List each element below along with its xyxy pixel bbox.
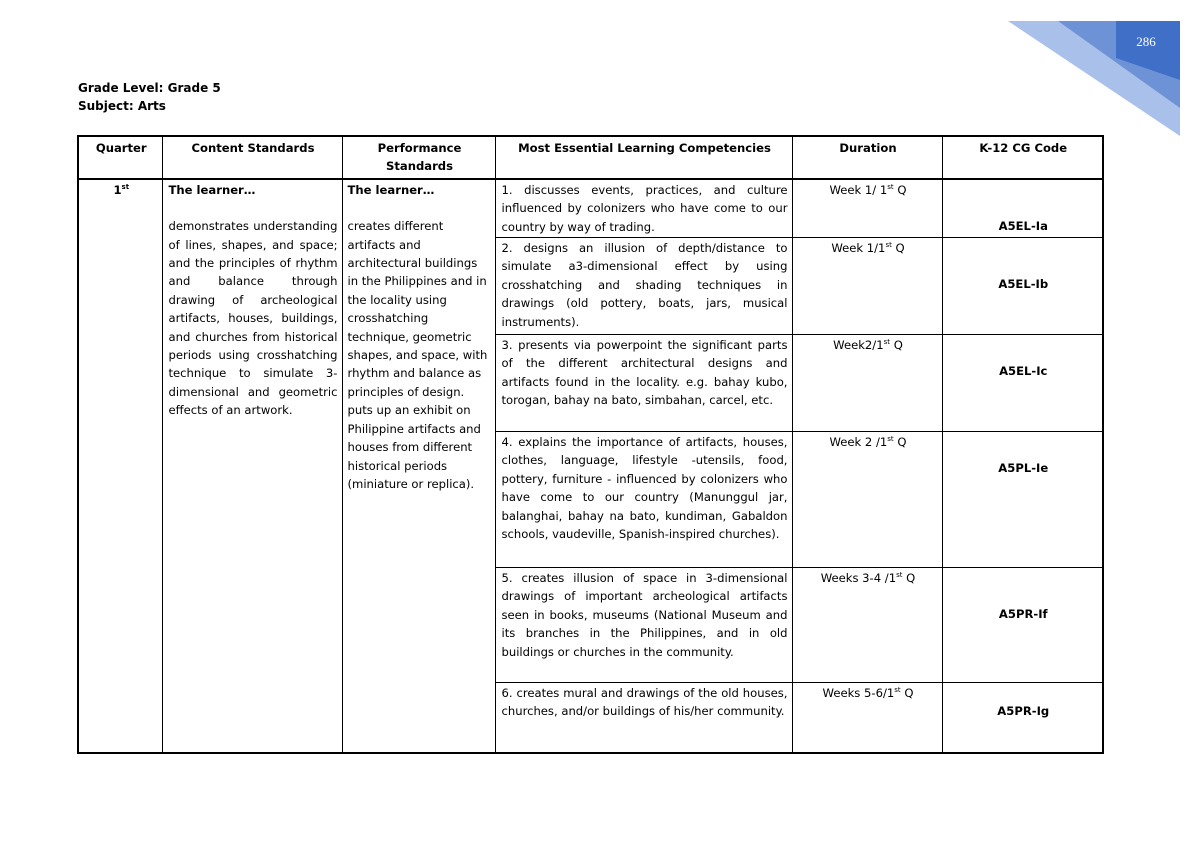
content-standards-lead: The learner… bbox=[168, 182, 256, 197]
grade-level: Grade Level: Grade 5 bbox=[78, 81, 221, 95]
header-content-standards: Content Standards bbox=[162, 136, 342, 179]
quarter-number: 1 bbox=[113, 182, 122, 197]
cg-code-cell: A5PR-If bbox=[942, 568, 1103, 683]
content-standards-cell bbox=[162, 179, 342, 753]
document-header bbox=[78, 79, 221, 115]
duration-cell: Week 1/ 1st Q bbox=[792, 179, 942, 238]
subject: Subject: Arts bbox=[78, 99, 166, 113]
cg-code-cell: A5EL-Ib bbox=[942, 238, 1103, 335]
competency-cell: 5. creates illusion of space in 3-dimensional drawings of important archeological artifacts seen in books, museums (National Museum and its branches in the Philippines, and in old buildings or churches in the community. bbox=[495, 568, 792, 683]
competency-cell: 1. discusses events, practices, and culture influenced by colonizers who have come to our country by way of trading. bbox=[495, 179, 792, 238]
header-performance-standards: Performance Standards bbox=[342, 136, 495, 179]
table-header-row bbox=[78, 136, 1103, 179]
cg-code-cell: A5EL-Ic bbox=[942, 335, 1103, 432]
curriculum-table bbox=[77, 135, 1104, 754]
page-number: 286 bbox=[1136, 34, 1156, 49]
competency-cell: 6. creates mural and drawings of the old houses, churches, and/or buildings of his/her community. bbox=[495, 683, 792, 753]
cg-code-cell: A5EL-Ia bbox=[942, 179, 1103, 238]
header-competencies: Most Essential Learning Competencies bbox=[495, 136, 792, 179]
duration-cell: Week2/1st Q bbox=[792, 335, 942, 432]
header-quarter: Quarter bbox=[78, 136, 162, 179]
duration-cell: Weeks 3-4 /1st Q bbox=[792, 568, 942, 683]
header-duration: Duration bbox=[792, 136, 942, 179]
performance-standards-lead: The learner… bbox=[347, 182, 435, 197]
quarter-cell bbox=[78, 179, 162, 753]
competency-cell: 3. presents via powerpoint the significant parts of the different architectural designs and artifacts found in the locality. e.g. bahay kubo, torogan, bahay na bato, simbahan, carcel, etc. bbox=[495, 335, 792, 432]
table-row bbox=[78, 179, 1103, 238]
cg-code-cell: A5PL-Ie bbox=[942, 432, 1103, 568]
performance-standards-cell bbox=[342, 179, 495, 753]
competency-cell: 2. designs an illusion of depth/distance to simulate a3-dimensional effect by using crosshatching and shading techniques in drawings (old pottery, boats, jars, musical instruments). bbox=[495, 238, 792, 335]
performance-standards-text-2: puts up an exhibit on Philippine artifacts and houses from different historical periods (miniature or replica). bbox=[347, 403, 481, 491]
duration-cell: Week 2 /1st Q bbox=[792, 432, 942, 568]
content-standards-text: demonstrates understanding of lines, shapes, and space; and the principles of rhythm and balance through drawing of archeological artifacts, houses, buildings, and churches from historical periods using crosshatching technique to simulate 3-dimensional and geometric effects of an artwork. bbox=[168, 219, 338, 418]
competency-cell: 4. explains the importance of artifacts, houses, clothes, language, lifestyle -utensils, food, pottery, furniture - influenced by colonizers who have come to our country (Manunggul jar, balanghai, bahay na bato, kundiman, Gabaldon schools, vaudeville, Spanish-inspired churches). bbox=[495, 432, 792, 568]
duration-cell: Week 1/1st Q bbox=[792, 238, 942, 335]
header-cg-code: K-12 CG Code bbox=[942, 136, 1103, 179]
quarter-suffix: st bbox=[121, 182, 130, 191]
performance-standards-text-1: creates different artifacts and architectural buildings in the Philippines and in the locality using crosshatching technique, geometric shapes, and space, with rhythm and balance as principles of design. bbox=[347, 219, 488, 399]
cg-code-cell: A5PR-Ig bbox=[942, 683, 1103, 753]
duration-cell: Weeks 5-6/1st Q bbox=[792, 683, 942, 753]
